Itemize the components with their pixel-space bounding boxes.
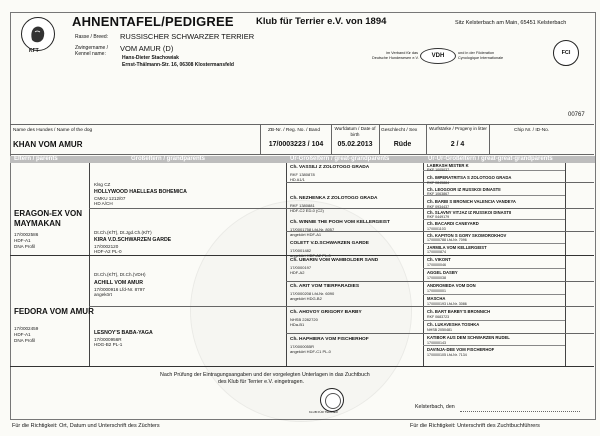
gggp-name: MASCHA [427,296,446,301]
gp-extra: HDF-A2 PL-0 [94,249,122,254]
gp-reg: CMKU 1212/07 [94,196,126,201]
ggp-reg: RKF 1380878 [290,172,315,177]
ggp-reg: 17/0001758 Lfd-Nr. 8057 [290,227,335,232]
gp-name: KIRA V.D.SCHWARZEN GARDE [94,237,172,243]
ggp-name: Ch. VASSILI Z ZOLOTOGO GRADA [290,165,370,170]
ggp-extra: HDF-C2 ED-0 (C2) [290,208,324,213]
divider [260,124,261,154]
parent-dna: DNA Profil [14,244,36,249]
gggp-reg: RKF 0449179 [427,215,450,219]
club-name: Klub für Terrier e.V. von 1894 [256,16,387,27]
gggp-name: Ch. KAPITON S GORY SKOMOROKHOV [427,233,507,238]
gggp-reg: 17/0000193 Lfd-Nr. 3086 [427,302,467,306]
gp-name: ACHILL VOM AMUR [94,280,143,286]
gp-extra: angekört [94,292,112,297]
divider [10,154,594,155]
divider [89,163,90,366]
vdh-note-1: im Verband für das [386,51,418,55]
col-grandparents: Großeltern / grandparents [131,156,206,162]
gggp-divider [423,294,565,295]
dob-label: Wurfdatum / Date of birth [334,126,376,137]
fci-logo [553,40,579,66]
terrier-head-icon [22,18,54,50]
kft-logo-text: KFT [29,48,39,54]
divider [565,163,566,366]
gggp-reg: 17/0000143 [427,341,446,345]
gggp-reg: 17/0000788 Lfd-Nr. 7096 [427,238,467,242]
ggp-reg: RKF 1380881 [290,203,315,208]
sex: Rüde [393,141,412,148]
kennel-label-en: Kennel name: [75,51,106,57]
parent-name: FEDORA VOM AMUR [14,307,94,316]
gggp-divider [423,268,565,269]
gggp-name: Ch. BARBI S BRONICH VALENCIA VANDEYA [427,199,516,204]
gggp-name: Ch. IMPERATRITSA S ZOLOTOGO GRADA [427,175,512,180]
ggp-name: COLETT V.D.SCHWARZEN GARDE [290,241,369,246]
col-great-grandparents: Ur-Großeltern / great-grandparents [290,156,390,162]
kennel-label: Zwingername / [75,45,109,51]
ggp-name: Ch. ARIT VOM TIERPARADIES [290,284,360,289]
divider [426,124,427,154]
ggp-extra: angekört HDF-A2 PL-0 [290,253,331,258]
gp-reg: 17/0000956R [94,337,122,342]
kft-logo [21,17,55,51]
fci-note-1: und in der Föderation [458,51,495,55]
ggp-extra: angekört HDF-C1 PL-0 [290,349,331,354]
reg-label: ZB-Nr. / Reg. No. / Band [268,128,320,133]
gggp-divider [423,320,565,321]
stamp-text: KLUB FÜR TERRIER [309,410,338,414]
reg-number: 17/0003223 / 104 [268,141,324,148]
gggp-name: JARMILA VOM KELLERGEIST [427,245,487,250]
gggp-name: AGGEL DASBY [427,270,458,275]
vdh-note-2: Deutsche Hundewesen e.V. [372,56,419,60]
gggp-name: Ch. VIKONT [427,257,451,262]
place-date-label: Kelsterbach, den [415,404,455,410]
vdh-logo-text: VDH [431,53,445,59]
gp-name: HOLLYWOOD HAELLEAS BOHEMICA [94,189,187,195]
parent-hd: HDF-A1 [14,332,31,337]
gggp-name: ANDROMEDA VOM DON [427,283,476,288]
ggp-name: Ch. HAPHIERA VOM FISCHERHOF [290,337,369,342]
gggp-reg: RKF 1063867 [427,192,450,196]
pedigree-bottom [10,366,594,367]
kennel-value: VOM AMUR (D) [120,44,174,53]
gp-title: Dt.Ch.(KfT), Dt.Ch.(VDH) [94,272,146,277]
vdh-logo [420,48,456,64]
gggp-reg: 17/0000038 [427,276,446,280]
ggp-name: Ch. NEZHENKA Z ZOLOTOGO GRADA [290,196,378,201]
date-of-birth: 05.02.2013 [337,141,373,148]
gggp-reg: RKF 0845884 [427,181,450,185]
ggp-name: Ch. UBARIN VOM WAMBOLDER SAND [290,258,379,263]
ggp-extra: angekört HDG-B2 [290,296,322,301]
gggp-name: Ch. SLAVNY VITJAZ IZ RUSSKOI DINASTII [427,210,512,215]
dog-name: KHAN VOM AMUR [13,140,83,149]
gggp-reg: RKF 0934437 [427,205,450,209]
col-parents: Eltern / parents [14,156,58,162]
ggp-reg: 17/0000055R [290,344,315,349]
ggp-reg: 17/0000208 Lfd-Nr. 6090 [290,291,335,296]
ggp-name: Ch. AHOVOY GRIGORY BARBY [290,310,362,315]
ggp-extra: angekört HDF-A1 [290,232,322,237]
ggp-reg: 17/0001482 [290,248,312,253]
chip-label: Chip Nr. / ID-No. [514,128,550,133]
gp-reg: 17/0000916 Lfd-Nr. 8797 [94,287,145,292]
divider [379,124,380,154]
gp-extra: HD A/CH [94,201,113,206]
gp-title: Dt.Ch.(KfT), Dt.Jgd.Ch.(KfT) [94,230,152,235]
gggp-divider [423,243,565,244]
gggp-name: LABRASH MISTER K [427,163,469,168]
gp-title: Klsg CZ [94,182,111,187]
gggp-reg: 17/0000105 Lfd-Nr. 7134 [427,353,467,357]
gggp-name: KATIBOR AUS DEM SCHWARZEN RUDEL [427,335,510,340]
gggp-reg: 17/0001103 [427,227,446,231]
gggp-reg: 17/0000001 [427,289,446,293]
fci-logo-text: FCI [561,50,571,56]
gggp-name: DAVINJA-DEE VOM FISCHERHOF [427,347,495,352]
parent-hd: HDF-A1 [14,238,31,243]
certificate-title: AHNENTAFEL/PEDIGREE [72,14,234,29]
ggp-reg: 17/0000197 [290,265,312,270]
registration-note: Nach Prüfung der Eintragungsangaben und der vorgelegten Unterlagen in das Zuchtbuch [160,372,370,378]
ggp-extra: HDF-A2 [290,270,305,275]
registration-note-2: des Klub für Terrier e.V. eingetragen. [218,379,304,385]
litter-count: 2 / 4 [450,141,465,148]
ggp-extra: HD A1/1 [290,177,305,182]
breeder-address: Ernst-Thälmann-Str. 16, 06308 Klostermansfeld [122,62,234,68]
divider [423,163,424,366]
club-seat: Sitz Kelsterbach am Main, 65451 Kelsterbach [455,20,567,26]
ggp-name: Ch. WINNIE THE POOH VOM KELLERGEIST [290,220,390,225]
parent-reg: 17/0002459 [14,326,39,331]
gggp-divider [423,219,565,220]
ggp-divider [286,333,594,334]
parent-reg: 17/0002586 [14,232,39,237]
grandparents-divider [89,306,594,307]
parent-dna: DNA Profil [14,338,36,343]
breeder-signature-label: Für die Richtigkeit: Ort, Datum und Unterschrift des Züchters [12,423,160,429]
place-date-line[interactable] [460,411,580,412]
divider [286,163,287,366]
sex-label: Geschlecht / Sex [381,128,418,133]
gggp-divider [423,345,565,346]
gggp-name: Ch. BART BARBY'S BRONNICH [427,309,491,314]
divider [489,124,490,154]
ggp-divider [286,281,594,282]
gggp-name: Ch. LUKAVESHA TOSHKA [427,322,480,327]
gggp-reg: 17/0000874 [427,250,446,254]
dog-name-label: Name des Hundes / Name of the dog [13,128,93,133]
gp-reg: 17/0002120 [94,244,119,249]
gp-name: LESNOY'S BABA-YAGA [94,330,153,336]
breed-value: RUSSISCHER SCHWARZER TERRIER [120,32,255,41]
grandparents-divider [89,208,594,209]
gggp-name: Ch. LEOGOOR IZ RUSSKOI DINASTII [427,187,501,192]
col-great-great-grandparents: Ur-Ur-Großeltern / great-great-grandparents [428,156,553,162]
gp-extra: HDG-B2 PL-1 [94,342,123,347]
gggp-reg: RKF 1005037 [427,168,450,172]
breeder-name: Hans-Dieter Stachowiak [122,55,179,61]
divider [10,124,594,125]
ggp-extra: HDa-B1 [290,322,305,327]
litter-label: Wurfstärke / Progeny in litter [429,126,487,131]
breed-label: Rasse / Breed: [75,34,109,40]
gggp-name: Ch. BACARDI CANEYARD [427,221,479,226]
divider [331,124,332,154]
gggp-reg: NHSB 2050481 [427,328,452,332]
ggp-reg: NHSB 2282720 [290,317,318,322]
registrar-signature-label: Für die Richtigkeit: Unterschrift des Zuchtbuchführers [410,423,540,429]
gggp-reg: RKF 0683723 [427,315,450,319]
parent-name: ERAGON-EX VON MAYMAKAN [14,209,83,228]
fci-note-2: Cynologique Internationale [458,56,504,60]
club-stamp [320,388,344,412]
gggp-reg: 17/0000046 [427,263,446,267]
document-number: 00767 [568,112,585,118]
